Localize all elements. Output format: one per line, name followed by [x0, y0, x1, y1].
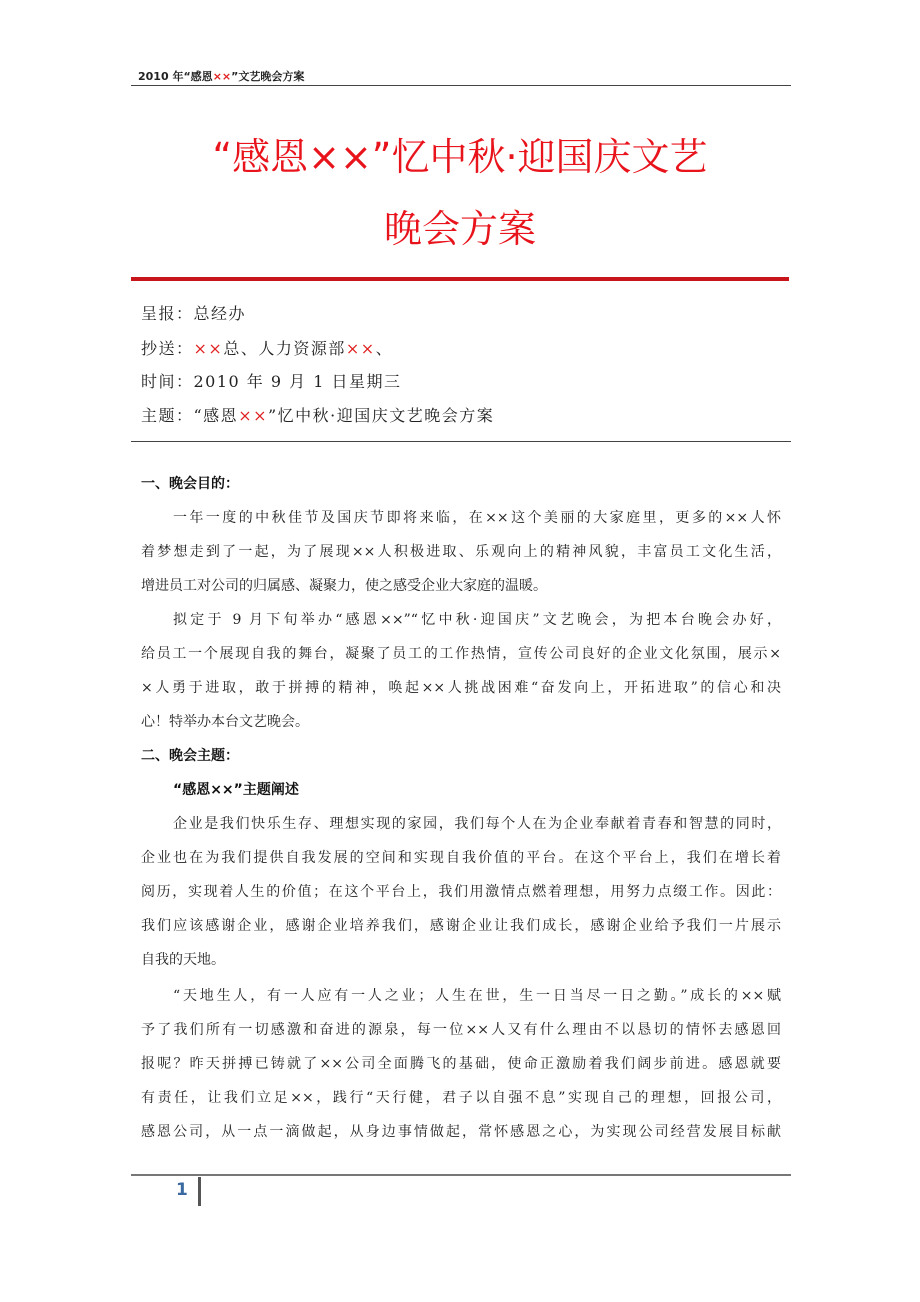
document-title-line2: 晚会方案: [383, 207, 536, 251]
paragraph-line: 拟定于 9 月下旬举办“感恩××”“忆中秋·迎国庆”文艺晚会，为把本台晚会办好，: [173, 612, 781, 628]
section1-heading: 一、晚会目的：: [141, 476, 239, 492]
paragraph-line: 报呢？昨天拼搏已铸就了××公司全面腾飞的基础，使命正激励着我们阔步前进。感恩就要: [141, 1056, 781, 1072]
paragraph-line: 我们应该感谢企业，感谢企业培养我们，感谢企业让我们成长，感谢企业给予我们一片展示: [141, 918, 781, 934]
paragraph-line: ×人勇于进取，敢于拼搏的精神，唤起××人挑战困难“奋发向上，开拓进取”的信心和决: [141, 680, 781, 696]
paragraph-line: 有责任，让我们立足××，践行“天行健，君子以自强不息”实现自己的理想，回报公司，: [141, 1090, 781, 1106]
title-red-rule: [131, 277, 789, 281]
paragraph-line: 予了我们所有一切感激和奋进的源泉，每一位××人又有什么理由不以恳切的情怀去感恩回: [141, 1022, 781, 1038]
paragraph-line: 自我的天地。: [141, 952, 225, 968]
paragraph-line: “天地生人，有一人应有一人之业；人生在世，生一日当尽一日之勤。”成长的××赋: [173, 988, 781, 1004]
paragraph-line: 增进员工对公司的归属感、凝聚力，使之感受企业大家庭的温暖。: [141, 578, 547, 594]
page-number: 1: [176, 1180, 188, 1200]
meta-report: 呈报：总经办: [141, 304, 247, 323]
section2-subheading: “感恩××”主题阐述: [173, 782, 299, 798]
document-title-line1: “感恩××”忆中秋·迎国庆文艺: [212, 135, 708, 179]
paragraph-line: 企业是我们快乐生存、理想实现的家园，我们每个人在为企业奉献着青春和智慧的同时，: [173, 816, 781, 832]
paragraph-line: 心！特举办本台文艺晚会。: [141, 714, 309, 730]
paragraph-line: 感恩公司，从一点一滴做起，从身边事情做起，常怀感恩之心，为实现公司经营发展目标献: [141, 1124, 781, 1140]
meta-cc: 抄送：××总、人力资源部××、: [141, 339, 394, 358]
paragraph-line: 一年一度的中秋佳节及国庆节即将来临，在××这个美丽的大家庭里，更多的××人怀: [173, 510, 781, 526]
meta-rule: [131, 441, 791, 442]
meta-subject: 主题：“感恩××”忆中秋·迎国庆文艺晚会方案: [141, 406, 495, 425]
section2-heading: 二、晚会主题：: [141, 748, 239, 764]
footer-divider: [198, 1177, 201, 1206]
paragraph-line: 阅历，实现着人生的价值；在这个平台上，我们用激情点燃着理想，用努力点缀工作。因此：: [141, 884, 781, 900]
paragraph-line: 企业也在为我们提供自我发展的空间和实现自我价值的平台。在这个平台上，我们在增长着: [141, 850, 781, 866]
paragraph-line: 给员工一个展现自我的舞台，凝聚了员工的工作热情，宣传公司良好的企业文化氛围，展示×: [141, 646, 781, 662]
meta-time: 时间：2010 年 9 月 1 日星期三: [141, 372, 402, 391]
footer-rule: [131, 1174, 791, 1176]
header-rule: [131, 85, 791, 86]
paragraph-line: 着梦想走到了一起，为了展现××人积极进取、乐观向上的精神风貌，丰富员工文化生活，: [141, 544, 781, 560]
running-header: 2010 年“感恩××”文艺晚会方案: [138, 70, 305, 83]
